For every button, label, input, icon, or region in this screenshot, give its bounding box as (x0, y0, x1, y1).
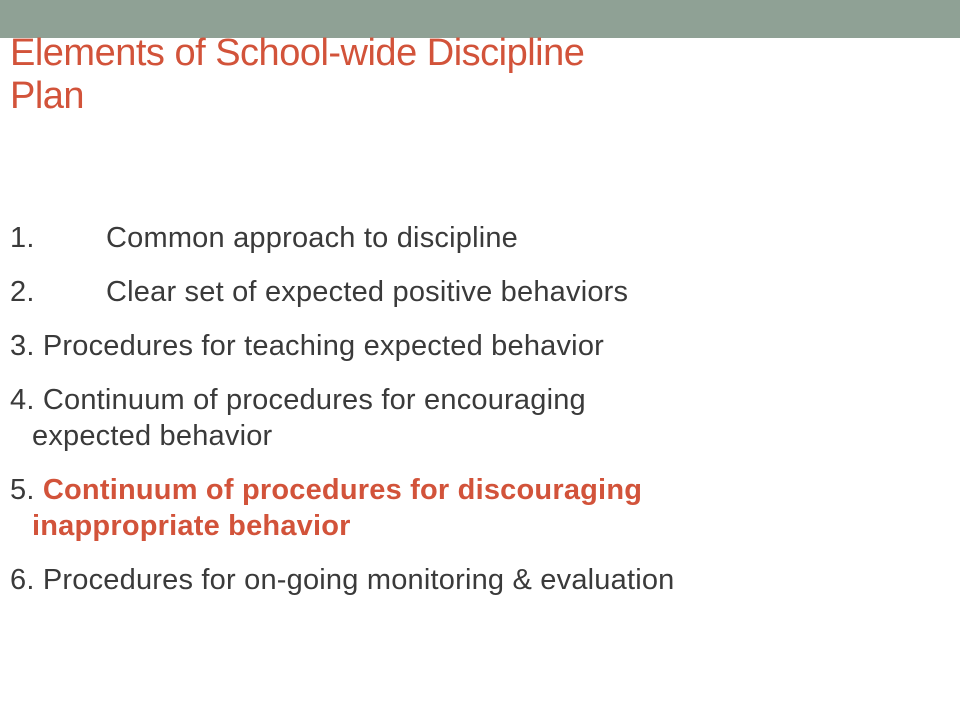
list-item-2 (10, 270, 940, 314)
list-item-text: Procedures for teaching expected behavior (42, 330, 605, 362)
list-item-text: Common approach to discipline (106, 222, 519, 254)
list-item-5 (10, 468, 940, 548)
slide-title (10, 32, 910, 118)
list-item-6 (10, 558, 940, 602)
list-item-number: 2. (10, 276, 35, 308)
list-item-text: Procedures for on-going monitoring & evaluation (42, 564, 675, 596)
list-item-number: 1. (10, 222, 35, 254)
list-item-number: 6. (10, 564, 35, 596)
list-item-1 (10, 216, 940, 260)
slide-title-line-1: Elements of School-wide Discipline (10, 32, 585, 74)
slide-title-line-2: Plan (10, 75, 85, 117)
list-item-3 (10, 324, 940, 368)
list-item-text-highlighted: Continuum of procedures for discouraging (42, 474, 643, 506)
list-item-text-continued: expected behavior (32, 420, 273, 452)
list-item-number: 4. (10, 384, 35, 416)
list-item-number: 3. (10, 330, 35, 362)
list-item-4 (10, 378, 940, 458)
list-item-text: Clear set of expected positive behaviors (106, 276, 629, 308)
list-item-text: Continuum of procedures for encouraging (42, 384, 586, 416)
list-item-number: 5. (10, 474, 35, 506)
list-item-text-continued-highlighted: inappropriate behavior (32, 510, 351, 542)
